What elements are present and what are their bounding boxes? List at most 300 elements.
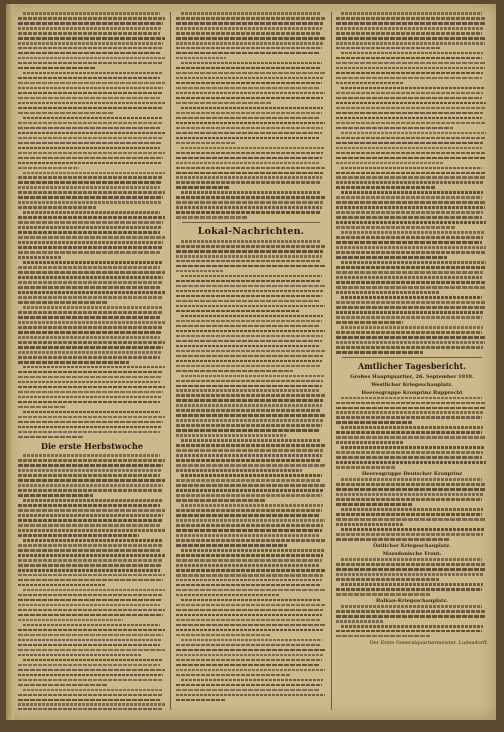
text-line <box>181 375 325 378</box>
paragraph <box>336 261 488 294</box>
text-line <box>341 191 483 194</box>
text-line <box>176 37 325 40</box>
text-line <box>181 315 323 318</box>
text-line <box>176 77 323 80</box>
text-line <box>18 221 163 224</box>
text-line <box>341 12 482 15</box>
newspaper-page <box>6 4 496 720</box>
paragraph <box>336 52 488 85</box>
text-line <box>18 142 162 145</box>
text-line <box>18 77 160 80</box>
text-line <box>176 117 320 120</box>
text-line <box>336 630 482 633</box>
text-line <box>18 574 165 577</box>
text-line <box>176 365 320 368</box>
paragraph <box>336 625 488 638</box>
text-line <box>336 37 486 40</box>
text-line <box>176 67 320 70</box>
text-line <box>336 47 441 50</box>
paragraph <box>336 87 488 129</box>
text-line <box>176 554 323 557</box>
text-line <box>176 335 323 338</box>
text-line <box>18 351 162 354</box>
text-line <box>18 82 165 85</box>
text-line <box>18 62 163 65</box>
text-line <box>176 305 325 308</box>
text-line <box>18 137 163 140</box>
text-line <box>336 441 403 444</box>
text-line <box>181 107 323 110</box>
text-block <box>176 240 326 701</box>
text-line <box>176 22 323 25</box>
paragraph <box>336 326 488 354</box>
text-line <box>176 694 325 697</box>
text-line <box>176 385 322 388</box>
text-line <box>18 609 165 612</box>
text-line <box>181 639 322 642</box>
text-line <box>18 316 160 319</box>
text-line <box>23 12 160 15</box>
text-line <box>341 625 483 628</box>
text-line <box>23 117 163 120</box>
text-line <box>341 583 483 586</box>
text-line <box>18 549 160 552</box>
text-line <box>176 380 323 383</box>
text-line <box>176 654 323 657</box>
text-line <box>176 196 325 199</box>
text-line <box>18 206 96 209</box>
paragraph <box>336 231 488 259</box>
text-line <box>176 330 325 333</box>
text-line <box>176 469 302 472</box>
subheading: Heeresgruppe Deutscher Kronprinz <box>361 471 463 478</box>
text-line <box>23 689 163 692</box>
text-line <box>336 112 483 115</box>
text-line <box>176 42 323 45</box>
paragraph <box>336 508 488 526</box>
text-block <box>336 478 488 540</box>
text-line <box>176 112 322 115</box>
text-line <box>176 434 286 437</box>
text-line <box>336 563 486 566</box>
text-line <box>176 82 322 85</box>
text-line <box>176 57 226 60</box>
text-line <box>176 216 247 219</box>
text-line <box>176 27 322 30</box>
text-line <box>341 528 485 531</box>
text-line <box>176 399 323 402</box>
text-line <box>336 276 482 279</box>
text-line <box>18 311 162 314</box>
paragraph <box>18 454 166 496</box>
text-block <box>18 12 166 438</box>
text-line <box>341 326 483 329</box>
text-line <box>176 295 322 298</box>
text-line <box>176 47 322 50</box>
text-line <box>18 132 165 135</box>
text-line <box>176 340 322 343</box>
column-rule <box>170 12 171 710</box>
text-line <box>18 629 165 632</box>
paragraph <box>18 306 166 363</box>
column-rule <box>331 12 332 710</box>
text-line <box>18 699 160 702</box>
paragraph <box>18 12 166 69</box>
text-line <box>336 67 485 70</box>
text-line <box>176 569 325 572</box>
text-line <box>176 519 325 522</box>
text-line <box>18 301 108 304</box>
text-line <box>341 508 483 511</box>
text-line <box>341 558 482 561</box>
text-line <box>18 127 160 130</box>
text-line <box>176 669 325 672</box>
text-line <box>176 206 322 209</box>
text-line <box>176 404 322 407</box>
text-line <box>336 301 486 304</box>
paragraph <box>336 191 488 228</box>
paragraph <box>336 426 488 444</box>
text-line <box>176 614 322 617</box>
subheading: Mazedonische Front. <box>382 551 442 558</box>
report-signature: Der Erste Generalquartiermeister. Ludendorff. <box>369 639 488 646</box>
text-line <box>176 464 325 467</box>
text-line <box>18 396 162 399</box>
text-line <box>176 325 320 328</box>
text-line <box>18 97 160 100</box>
text-line <box>336 351 423 354</box>
subheading: Balkan-Kriegsschauplatz. <box>375 597 449 604</box>
paragraph <box>176 549 326 596</box>
text-line <box>336 186 435 189</box>
text-line <box>176 350 325 353</box>
text-line <box>18 386 165 389</box>
text-line <box>18 421 163 424</box>
text-line <box>336 620 383 623</box>
text-line <box>176 584 320 587</box>
text-line <box>176 544 287 547</box>
text-line <box>336 211 483 214</box>
text-line <box>18 479 165 482</box>
text-line <box>18 107 163 110</box>
text-line <box>18 361 129 364</box>
text-line <box>341 426 483 429</box>
text-line <box>336 573 483 576</box>
paragraph <box>176 240 326 273</box>
paragraph <box>176 504 326 546</box>
text-line <box>23 261 162 264</box>
text-line <box>176 181 320 184</box>
text-line <box>176 270 224 273</box>
text-line <box>336 62 486 65</box>
text-line <box>176 514 320 517</box>
text-line <box>18 57 165 60</box>
text-line <box>176 345 320 348</box>
text-line <box>336 97 482 100</box>
text-line <box>18 296 163 299</box>
text-line <box>336 431 482 434</box>
text-line <box>18 514 163 517</box>
paragraph <box>176 315 326 372</box>
text-line <box>176 360 322 363</box>
text-line <box>336 172 486 175</box>
text-line <box>176 72 325 75</box>
text-line <box>176 574 323 577</box>
text-line <box>181 504 323 507</box>
text-line <box>336 291 439 294</box>
text-line <box>336 77 482 80</box>
text-line <box>18 436 83 439</box>
text-line <box>176 664 320 667</box>
text-line <box>18 231 160 234</box>
text-line <box>336 137 485 140</box>
text-line <box>18 426 162 429</box>
paragraph <box>18 172 166 209</box>
text-line <box>176 250 323 253</box>
text-line <box>18 679 162 682</box>
text-line <box>18 27 162 30</box>
text-line <box>176 260 320 263</box>
text-line <box>18 619 123 622</box>
text-line <box>18 464 163 467</box>
text-line <box>336 503 412 506</box>
text-line <box>336 488 485 491</box>
text-line <box>176 444 325 447</box>
text-line <box>336 162 444 165</box>
text-line <box>18 37 165 40</box>
text-line <box>176 17 325 20</box>
text-line <box>18 559 163 562</box>
text-line <box>176 201 323 204</box>
text-line <box>18 614 163 617</box>
text-line <box>18 356 160 359</box>
text-line <box>176 424 322 427</box>
text-line <box>18 664 160 667</box>
text-line <box>176 659 322 662</box>
text-line <box>341 261 486 264</box>
text-line <box>336 181 483 184</box>
text-line <box>336 533 483 536</box>
text-line <box>18 674 163 677</box>
text-line <box>18 371 163 374</box>
text-line <box>341 231 485 234</box>
text-line <box>336 346 483 349</box>
text-line <box>18 271 165 274</box>
text-line <box>336 236 483 239</box>
text-line <box>336 493 483 496</box>
text-line <box>18 703 165 706</box>
text-line <box>176 644 320 647</box>
subheading: Östlicher Kriegsschauplatz. <box>373 543 451 550</box>
text-line <box>18 341 165 344</box>
text-line <box>18 644 160 647</box>
paragraph <box>18 366 166 408</box>
text-line <box>341 605 482 608</box>
text-line <box>18 599 162 602</box>
text-line <box>176 87 320 90</box>
text-line <box>336 466 395 469</box>
text-line <box>336 402 486 405</box>
text-line <box>176 394 325 397</box>
text-line <box>336 615 485 618</box>
text-line <box>336 266 485 269</box>
text-line <box>23 211 160 214</box>
text-line <box>336 251 485 254</box>
text-line <box>336 241 482 244</box>
text-line <box>181 240 320 243</box>
text-line <box>181 147 325 150</box>
text-line <box>18 186 160 189</box>
text-line <box>336 416 482 419</box>
text-line <box>336 421 412 424</box>
text-line <box>23 539 163 542</box>
text-line <box>176 52 320 55</box>
text-line <box>176 649 325 652</box>
text-line <box>18 112 113 115</box>
column-middle <box>176 12 326 710</box>
text-line <box>18 474 160 477</box>
text-line <box>18 47 162 50</box>
text-line <box>176 186 229 189</box>
text-line <box>18 196 163 199</box>
text-line <box>176 245 325 248</box>
paragraph <box>176 639 326 676</box>
text-line <box>18 534 139 537</box>
text-line <box>176 355 323 358</box>
text-line <box>336 42 485 45</box>
text-line <box>18 17 165 20</box>
text-line <box>336 461 486 464</box>
text-line <box>18 579 163 582</box>
text-line <box>336 57 482 60</box>
paragraph <box>18 261 166 303</box>
paragraph <box>336 132 488 165</box>
text-line <box>341 87 485 90</box>
text-line <box>181 474 322 477</box>
text-line <box>336 92 483 95</box>
page-edge <box>6 4 14 720</box>
text-line <box>18 406 65 409</box>
text-line <box>336 518 486 521</box>
text-line <box>23 454 160 457</box>
text-line <box>18 191 165 194</box>
report-heading: Amtlicher Tagesbericht. <box>358 360 466 371</box>
text-line <box>18 321 165 324</box>
text-line <box>18 22 163 25</box>
text-line <box>18 87 163 90</box>
text-line <box>336 538 450 541</box>
text-line <box>341 397 482 400</box>
paragraph <box>18 539 166 586</box>
text-line <box>18 251 160 254</box>
text-line <box>18 246 162 249</box>
paragraph <box>18 659 166 687</box>
text-line <box>336 407 485 410</box>
text-line <box>176 92 325 95</box>
text-line <box>176 429 320 432</box>
text-line <box>18 594 163 597</box>
text-line <box>18 176 163 179</box>
text-line <box>336 201 486 204</box>
text-line <box>176 280 320 283</box>
text-line <box>18 484 163 487</box>
text-line <box>176 127 323 130</box>
paragraph <box>176 599 326 636</box>
text-line <box>176 157 322 160</box>
paragraph <box>176 107 326 144</box>
paragraph <box>176 147 326 189</box>
text-line <box>176 604 325 607</box>
text-line <box>336 27 483 30</box>
text-line <box>18 376 162 379</box>
text-line <box>336 635 430 638</box>
text-line <box>18 281 162 284</box>
text-line <box>176 102 272 105</box>
text-line <box>176 172 323 175</box>
paragraph <box>18 411 166 439</box>
paragraph <box>336 296 488 324</box>
paragraph <box>336 446 488 469</box>
subheading: Westlicher Kriegsschauplatz. <box>371 381 453 388</box>
text-line <box>181 62 322 65</box>
text-line <box>176 674 290 677</box>
text-line <box>176 290 323 293</box>
column-right <box>336 12 488 710</box>
text-line <box>176 409 320 412</box>
text-line <box>176 539 325 542</box>
text-line <box>18 226 162 229</box>
text-line <box>18 256 62 259</box>
text-line <box>18 122 162 125</box>
text-line <box>18 401 160 404</box>
text-line <box>336 316 482 319</box>
text-line <box>176 285 325 288</box>
text-block <box>176 12 326 219</box>
text-block <box>336 605 488 638</box>
text-line <box>23 589 165 592</box>
text-line <box>23 366 165 369</box>
text-line <box>336 82 404 85</box>
text-line <box>176 300 320 303</box>
text-line <box>176 142 236 145</box>
text-line <box>336 306 485 309</box>
text-line <box>18 201 162 204</box>
text-line <box>341 446 485 449</box>
text-line <box>336 451 483 454</box>
text-line <box>176 629 323 632</box>
text-line <box>18 391 163 394</box>
text-line <box>336 157 485 160</box>
text-line <box>18 42 163 45</box>
text-line <box>176 594 280 597</box>
text-line <box>18 162 162 165</box>
text-line <box>176 419 323 422</box>
text-line <box>18 569 160 572</box>
text-line <box>18 509 165 512</box>
text-line <box>341 296 482 299</box>
paragraph <box>18 589 166 622</box>
text-line <box>336 271 483 274</box>
text-line <box>176 624 325 627</box>
text-line <box>18 564 162 567</box>
text-line <box>336 117 482 120</box>
text-line <box>18 459 165 462</box>
paragraph <box>176 474 326 502</box>
paragraph <box>336 605 488 623</box>
paragraph <box>336 528 488 541</box>
text-block <box>18 454 166 710</box>
text-line <box>336 226 456 229</box>
